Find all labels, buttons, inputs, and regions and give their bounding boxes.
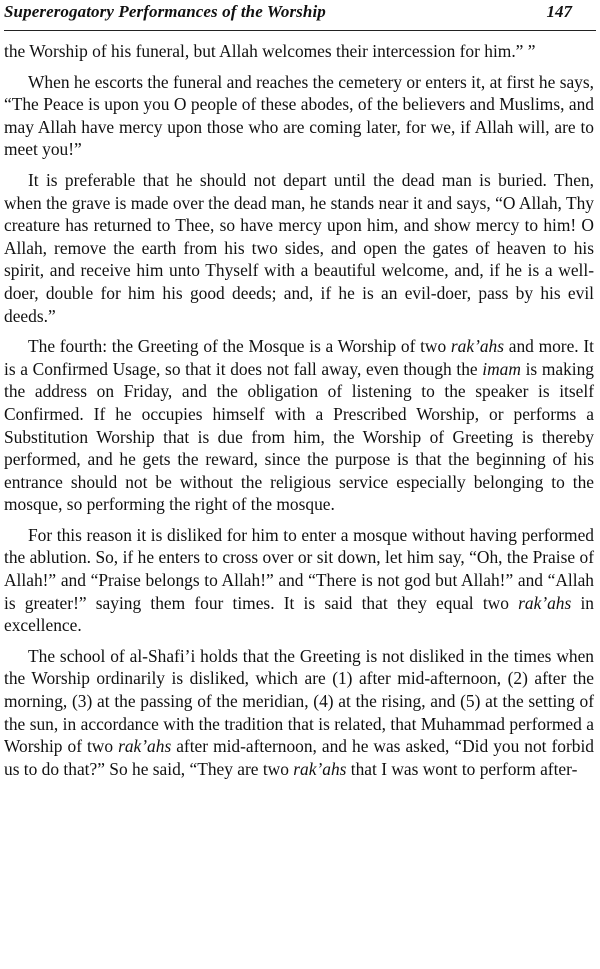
text-run: For this reason it is disliked for him to enter a mosque without having performed the ablution. So, if he enters to cross over or sit down, let him say, “Oh, the Praise of Allah!” and “Praise belongs to Allah!” and “There is not god but Allah!” and “Allah is greater!” saying them four times. It is said that they equal two (4, 524, 594, 613)
text-run: that I was wont to perform after- (346, 758, 578, 779)
text-run: and more. It is a Confirmed Usage, so that it does not fall away, even though the (4, 336, 594, 379)
text-run: is making the address on Friday, and the obligation of listening to the speaker is itself Confirmed. If he occupies himself with a Prescribed Worship, or performs a Substitution Worship that is due from him, the Worship of Greeting is thereby performed, and he gets the reward, since the purpose is that the beginning of his entrance should not be without the religious service especially belonging to the mosque, so performing the right of the mosque. (4, 358, 594, 515)
text-run: in excellence. (4, 592, 595, 636)
text-run: The fourth: the Greeting of the Mosque is a Worship of two (28, 336, 451, 357)
text-run: the Worship of his funeral, but Allah welcomes their intercession for him.” ” (4, 41, 536, 61)
page-number: 147 (546, 2, 572, 21)
text-run: When he escorts the funeral and reaches the cemetery or enters it, at first he says, “The Peace is upon you O people of these abodes, of the believers and Muslims, and may Allah have mercy upon those who are coming later, for we, if Allah will, are to meet you!” (4, 71, 594, 160)
body-text (4, 40, 594, 780)
paragraph (4, 71, 594, 161)
paragraph (4, 40, 594, 63)
paragraph (4, 524, 594, 637)
text-run: The school of al-Shafi’i holds that the Greeting is not disliked in the times when the Worship ordinarily is disliked, which are (1) after mid-afternoon, (2) after the morning, (3) at the passing of the meridian, (4) at the rising, and (5) at the setting of the sun, in accordance with the tradition that is related, that Muhammad performed a Worship of two (4, 645, 594, 757)
text-run: It is preferable that he should not depart until the dead man is buried. Then, when the grave is made over the dead man, he stands near it and says, “O Allah, Thy creature has returned to Thee, so have mercy upon him, and show mercy to him! O Allah, remove the earth from his two sides, and open the gates of heaven to his spirit, and receive him unto Thyself with a beautiful welcome, and, if he is a well-doer, double for him his good deeds; and, if he is an evil-doer, pass by his evil deeds.” (4, 169, 594, 326)
italic-term: imam (482, 358, 521, 379)
paragraph (4, 335, 594, 516)
italic-term: rak’ahs (450, 336, 505, 357)
running-title: Supererogatory Performances of the Worship (4, 2, 326, 21)
paragraph (4, 169, 594, 327)
italic-term: rak’ahs (518, 592, 572, 613)
italic-term: rak’ahs (118, 736, 172, 757)
italic-term: rak’ahs (293, 758, 347, 779)
paragraph (4, 645, 594, 781)
running-header (4, 0, 596, 31)
text-run: after mid-afternoon, and he was asked, “Did you not forbid us to do that?” So he said, “They are two (4, 736, 595, 779)
